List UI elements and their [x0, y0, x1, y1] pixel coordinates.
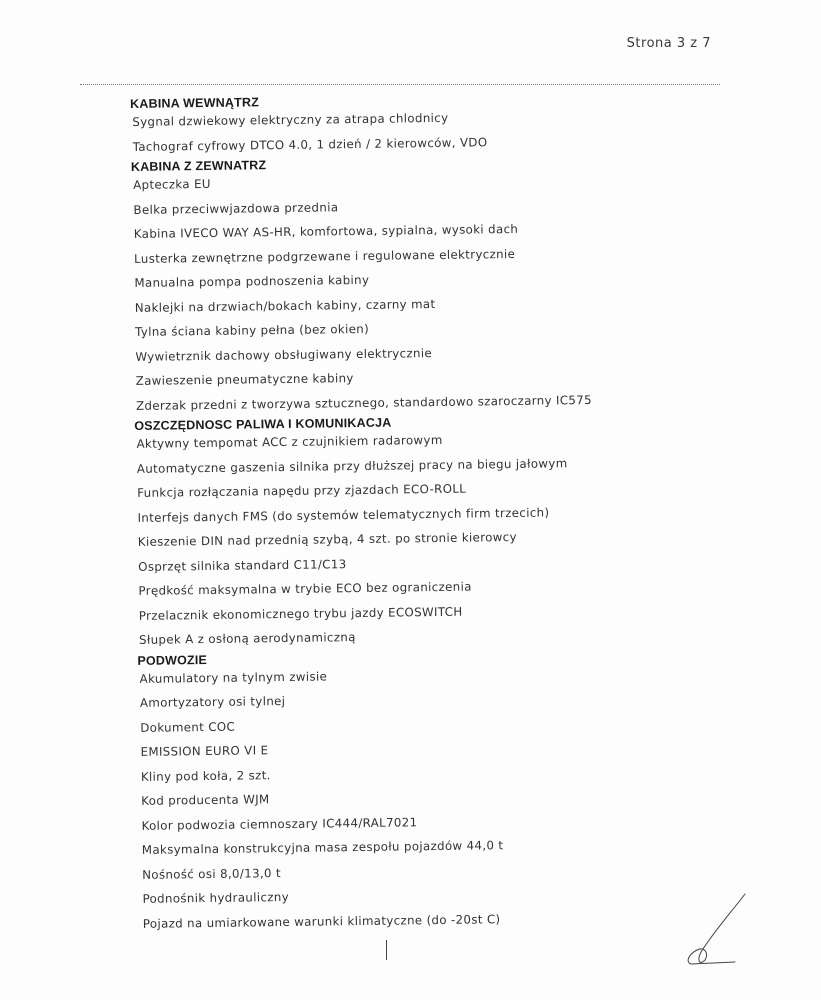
equipment-list: [128, 89, 699, 940]
list-item: Sygnal dzwiekowy elektryczny za atrapa chlodnicy: [132, 110, 449, 129]
list-item: Automatyczne gaszenia silnika przy dłuższej pracy na biegu jałowym: [136, 455, 568, 476]
list-item: Podnośnik hydrauliczny: [142, 889, 290, 906]
list-item: Aktywny tempomat ACC z czujnikiem radarowym: [136, 432, 443, 451]
section-heading: KABINA WEWNĄTRZ: [130, 95, 260, 111]
list-item: Kod producenta WJM: [141, 792, 270, 808]
section-heading: KABINA Z ZEWNATRZ: [130, 158, 267, 174]
list-item: Kieszenie DIN nad przednią szybą, 4 szt. po stronie kierowcy: [137, 529, 517, 549]
list-item: Kliny pod koła, 2 szt.: [140, 767, 271, 784]
list-item: Nośność osi 8,0/13,0 t: [142, 865, 282, 882]
section-heading: PODWOZIE: [137, 652, 208, 668]
list-item: Naklejki na drzwiach/bokach kabiny, czarny mat: [134, 296, 436, 315]
section-heading: OSZCZĘDNOSC PALIWA I KOMUNIKACJA: [134, 415, 392, 433]
list-item: Maksymalna konstrukcyjna masa zespołu pojazdów 44,0 t: [141, 838, 504, 857]
dotted-divider: [80, 84, 720, 85]
list-item: Pojazd na umiarkowane warunki klimatyczne (do -20st C): [142, 911, 501, 931]
list-item: Interfejs danych FMS (do systemów telematycznych firm trzecich): [137, 505, 550, 525]
list-item: Przelacznik ekonomicznego trybu jazdy ECOSWITCH: [138, 604, 463, 623]
list-item: Kabina IVECO WAY AS-HR, komfortowa, sypialna, wysoki dach: [133, 221, 519, 241]
pen-mark: [386, 940, 387, 960]
list-item: Belka przeciwwjazdowa przednia: [133, 199, 339, 217]
list-item: Zawieszenie pneumatyczne kabiny: [135, 371, 354, 388]
list-item: Kolor podwozia ciemnoszary IC444/RAL7021: [141, 814, 418, 833]
list-item: Słupek A z osłoną aerodynamiczną: [139, 630, 356, 647]
section-podwozie: [135, 645, 699, 940]
list-item: Wywietrznik dachowy obsługiwany elektrycznie: [135, 345, 433, 364]
list-item: EMISSION EURO VI E: [140, 743, 269, 759]
list-item: Manualna pompa podnoszenia kabiny: [134, 272, 370, 290]
list-item: Zderzak przedni z tworzywa sztucznego, standardowo szaroczarny IC575: [135, 392, 593, 413]
list-item: Apteczka EU: [133, 176, 211, 192]
list-item: Akumulatory na tylnym zwisie: [139, 668, 328, 686]
list-item: Amortyzatory osi tylnej: [139, 693, 286, 710]
list-item: Prędkość maksymalna w trybie ECO bez ograniczenia: [138, 579, 472, 598]
list-item: Dokument COC: [140, 719, 236, 735]
list-item: Funkcja rozłączania napędu przy zjazdach ECO-ROLL: [137, 481, 467, 500]
handwritten-signature: [675, 890, 765, 970]
section-kabina-z-zewnatrz: [129, 152, 692, 422]
page-number: Strona 3 z 7: [626, 36, 711, 51]
list-item: Osprzęt silnika standard C11/C13: [138, 556, 347, 574]
list-item: Lusterka zewnętrzne podgrzewane i regulowane elektrycznie: [134, 246, 516, 266]
list-item: Tylna ściana kabiny pełna (bez okien): [134, 321, 370, 339]
section-oszczednosc-paliwa: [132, 411, 695, 657]
list-item: Tachograf cyfrowy DTCO 4.0, 1 dzień / 2 kierowców, VDO: [132, 134, 488, 154]
